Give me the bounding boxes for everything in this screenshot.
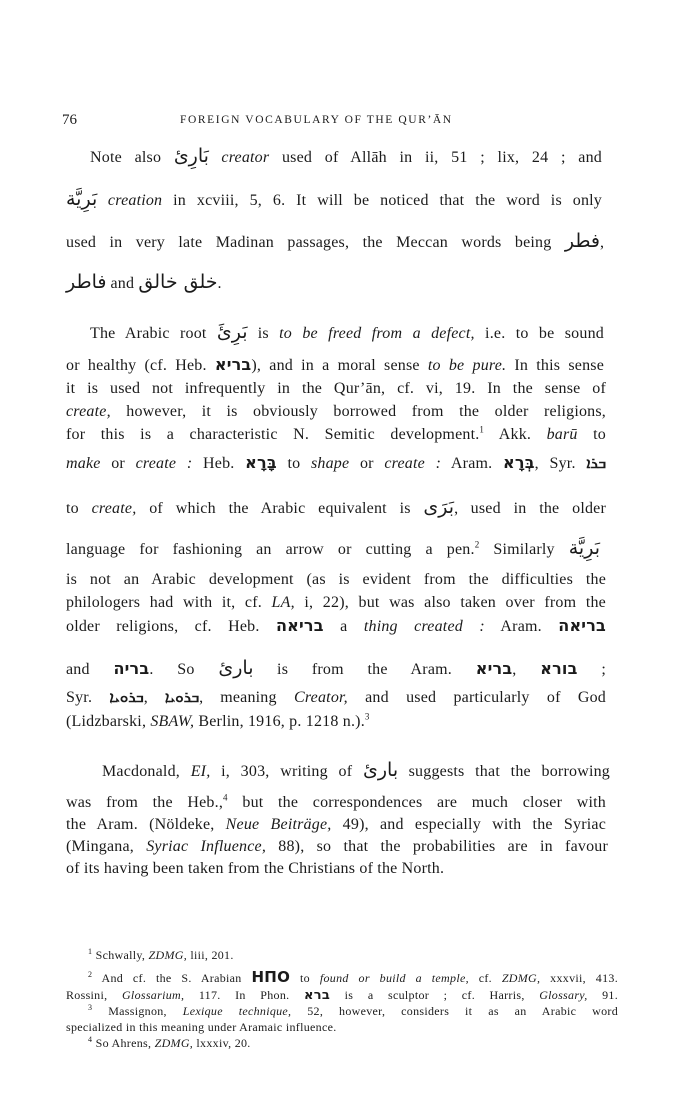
page-number: 76	[62, 112, 77, 128]
hebrew-term: בריאה	[275, 616, 324, 635]
arabic-term: فاطر	[66, 271, 107, 293]
footnote-ref: 1	[479, 424, 485, 435]
arabic-term: بَرِيَّة	[568, 537, 600, 559]
aramaic-term: בְּרָא	[503, 453, 535, 472]
footnote-ref: 3	[364, 711, 370, 722]
text-line: or healthy (cf. Heb. בריא), and in a moral sense to be pure. In this sense	[66, 355, 604, 374]
footnote-2: $^2$ And cf. the S. Arabian ΗΠΟ to found or build a temple, cf. ZDMG, xxxvii, 413.	[88, 968, 618, 986]
text-line: language for fashioning an arrow or cutting a pen.$^2$ Similarly بَرِيَّة	[66, 537, 600, 559]
text-line: was from the Heb.,$^4$ but the correspondences are much closer with	[66, 792, 606, 811]
text-line: older religions, cf. Heb. בריאה a thing created : Aram. בריאה	[66, 616, 607, 635]
hebrew-term: בָּרָא	[245, 453, 277, 472]
footnote-3: $^3$ Massignon, Lexique technique, 52, however, considers it as an Arabic word	[88, 1003, 618, 1018]
syriac-term: ܒܪܘܝܐ	[109, 688, 144, 706]
arabic-term: بَرِيَّة	[66, 188, 98, 210]
text-line: for this is a characteristic N. Semitic development.$^1$ Akk. barū to	[66, 424, 606, 443]
arabic-term: خلق خالق	[138, 271, 218, 293]
arabic-term: بارئ	[218, 657, 254, 679]
footnote-2-cont: Rossini, Glossarium, 117. In Phon. ברא is a sculptor ; cf. Harris, Glossary, 91.	[66, 988, 619, 1003]
footnote-1: $^1$ Schwally, ZDMG, liii, 201.	[88, 947, 234, 962]
text-line: Note also بَارِئ creator used of Allāh in ii, 51 ; lix, 24 ; and	[90, 145, 602, 167]
page-header	[62, 112, 622, 132]
aramaic-term: בורא	[540, 659, 578, 678]
text-line: Macdonald, EI, i, 303, writing of بارئ suggests that the borrowing	[102, 759, 610, 781]
footnote-3-cont: specialized in this meaning under Aramaic influence.	[66, 1020, 337, 1034]
arabic-term: بارئ	[362, 759, 399, 781]
aramaic-term: בריא	[475, 659, 513, 678]
text-line: used in very late Madinan passages, the Meccan words being فطر,	[66, 230, 604, 252]
south-arabian-term: ΗΠΟ	[251, 968, 291, 986]
text-line: is not an Arabic development (as is evident from the difficulties the	[66, 571, 606, 588]
arabic-term: فطر	[564, 230, 600, 252]
footnote-4: $^4$ So Ahrens, ZDMG, lxxxiv, 20.	[88, 1035, 251, 1050]
text-line: create, however, it is obviously borrowed from the older religions,	[66, 403, 606, 420]
text-line: (Lidzbarski, SBAW, Berlin, 1916, p. 1218 n.).$^3$	[66, 711, 370, 730]
hebrew-term: בריא	[214, 355, 252, 374]
aramaic-term: בריאה	[558, 616, 607, 635]
text-line: (Mingana, Syriac Influence, 88), so that the probabilities are in favour	[66, 838, 609, 855]
running-head: FOREIGN VOCABULARY OF THE QUR’ĀN	[180, 114, 453, 126]
footnote-ref: 4	[223, 792, 228, 803]
syriac-term: ܒܪܐ	[586, 454, 607, 472]
text-line: فاطر and خلق خالق.	[66, 271, 222, 293]
text-line: the Aram. (Nöldeke, Neue Beiträge, 49), and especially with the Syriac	[66, 816, 606, 833]
phoenician-term: ברא	[304, 988, 331, 1003]
footnote-ref: 2	[474, 539, 480, 550]
text-line: to create, of which the Arabic equivalent is بَرَى, used in the older	[66, 496, 606, 518]
text-line: Syr. ܒܪܘܝܐ, ܒܪܘܝܐ, meaning Creator, and used particularly of God	[66, 688, 607, 706]
arabic-term: بَرَى	[423, 496, 455, 518]
text-line: philologers had with it, cf. LA, i, 22), but was also taken over from the	[66, 594, 606, 611]
arabic-term: بَارِئ	[173, 145, 209, 167]
syriac-term: ܒܪܘܝܐ	[164, 688, 200, 706]
text-line: of its having been taken from the Christians of the North.	[66, 860, 445, 877]
text-line: and בריה. So بارئ is from the Aram. בריא, בורא ;	[66, 657, 606, 679]
text-line: it is used not infrequently in the Qur’ān, cf. vi, 19. In the sense of	[66, 380, 606, 397]
text-line: The Arabic root بَرِئَ is to be freed from a defect, i.e. to be sound	[90, 321, 604, 343]
text-line: make or create : Heb. בָּרָא to shape or create : Aram. בְּרָא, Syr. ܒܪܐ	[66, 453, 607, 472]
aramaic-term: בריה	[113, 659, 150, 678]
arabic-term: بَرِئَ	[216, 321, 248, 343]
text-line: بَرِيَّة creation in xcviii, 5, 6. It will be noticed that the word is only	[66, 188, 602, 210]
